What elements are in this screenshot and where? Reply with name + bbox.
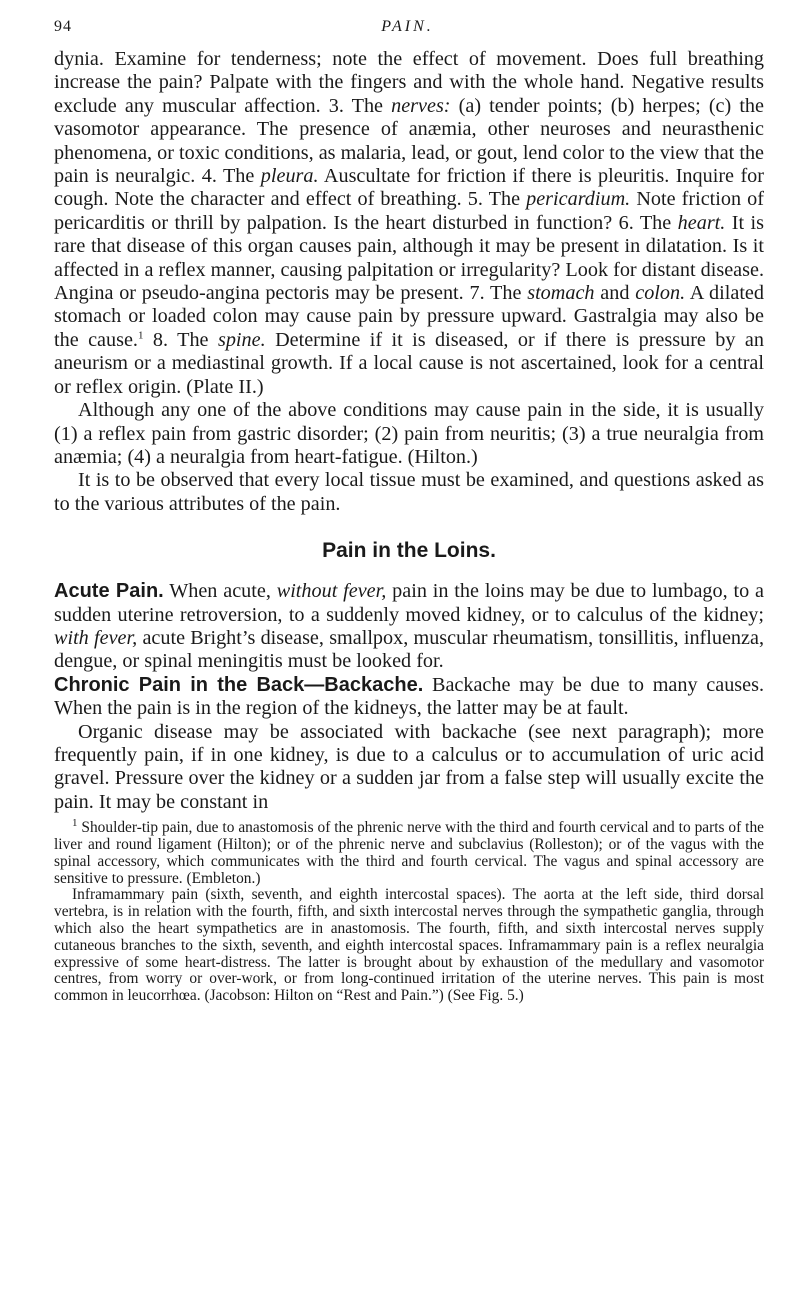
footnote-reference: 1	[137, 329, 144, 342]
page-header	[54, 18, 761, 42]
page-number: 94	[54, 18, 72, 35]
paragraph-organic-disease: Organic disease may be associated with backache (see next paragraph); more frequently pain, if in one kidney, is due to a calculus or to accumulation of uric acid gravel. Pressure over the kidney or a sudden jar from a false step will usually excite the pain. It may be constant in	[54, 720, 764, 813]
paragraph-side-pain-causes: Although any one of the above conditions may cause pain in the side, it is usually (1) a reflex pain from gastric disorder; (2) pain from neuritis; (3) a true neuralgia from anæmia; (4) a neuralgia from heart-fatigue. (Hilton.)	[54, 399, 764, 468]
paragraph-examination-steps: dynia. Examine for tenderness; note the effect of movement. Does full breathing increase the pain? Palpate with the fingers and with the whole hand. Negative results exclude any muscular affection. 3. The nerves: (a) tender points; (b) herpes; (c) the vasomotor appearance. The presence of anæmia, other neuroses and neurasthenic phenomena, or toxic conditions, as malaria, lead, or gout, lend color to the view that the pain is neuralgic. 4. The pleura. Auscultate for friction if there is pleuritis. Inquire for cough. Note the character and effect of breathing. 5. The pericardium. Note friction of pericarditis or thrill by palpation. Is the heart disturbed in function? 6. The heart. It is rare that disease of this organ causes pain, although it may be present in dilatation. Is it affected in a reflex manner, causing palpitation or irregularity? Look for distant disease. Angina or pseudo-angina pectoris may be present. 7. The stomach and colon. A dilated stomach or loaded colon may cause pain by pressure upward. Gastralgia may also be the cause.$^1$ 8. The spine. Determine if it is diseased, or if there is pressure by an aneurism or a mediastinal growth. If a local cause is not ascertained, look for a central or reflex origin. (Plate II.)	[54, 48, 765, 398]
footnotes	[54, 817, 764, 1005]
footnote-1: $^1$ Shoulder-tip pain, due to anastomosis of the phrenic nerve with the third and fourth cervical and to parts of the liver and round ligament (Hilton); or of the phrenic nerve and subclavius (Rolleston); or of the vagus with the spinal accessory, which communicates with the third and fourth cervical. The vagus and spinal accessory are sensitive to pressure. (Embleton.)	[54, 817, 764, 887]
running-title: PAIN.	[381, 18, 434, 35]
page-body	[54, 48, 764, 1005]
acute-pain-lead: Acute Pain.	[54, 580, 164, 603]
footnote-mark: 1	[72, 817, 78, 830]
paragraph-acute-pain: Acute Pain. When acute, without fever, pain in the loins may be due to lumbago, to a sudden uterine retroversion, to a suddenly moved kidney, or to calculus of the kidney; with fever, acute Bright’s disease, smallpox, muscular rheumatism, tonsillitis, influenza, dengue, or spinal meningitis must be looked for.	[54, 580, 765, 673]
paragraph-local-tissue: It is to be observed that every local tissue must be examined, and questions asked as to the various attributes of the pain.	[54, 469, 764, 515]
footnote-2: Inframammary pain (sixth, seventh, and eighth intercostal spaces). The aorta at the left side, third dorsal vertebra, is in relation with the fourth, fifth, and sixth intercostal nerves through the sympathetic ganglia, through which also the heart sympathetics are in anastomosis. The fourth, fifth, and sixth intercostal nerves supply cutaneous branches to the sixth, seventh, and eighth intercostal spaces. Inframammary pain is a reflex neuralgia expressive of some heart-distress. The latter is brought about by exhaustion of the medullary and vasomotor centres, from worry or over-work, or from long-continued irritation of the uterine nerves. This pain is most common in leucorrhœa. (Jacobson: Hilton on “Rest and Pain.”) (See Fig. 5.)	[54, 886, 764, 1005]
section-heading: Pain in the Loins.	[322, 539, 496, 563]
paragraph-chronic-pain: Chronic Pain in the Back—Backache. Backache may be due to many causes. When the pain is in the region of the kidneys, the latter may be at fault.	[54, 673, 765, 720]
chronic-pain-lead: Chronic Pain in the Back—Backache.	[54, 673, 424, 696]
